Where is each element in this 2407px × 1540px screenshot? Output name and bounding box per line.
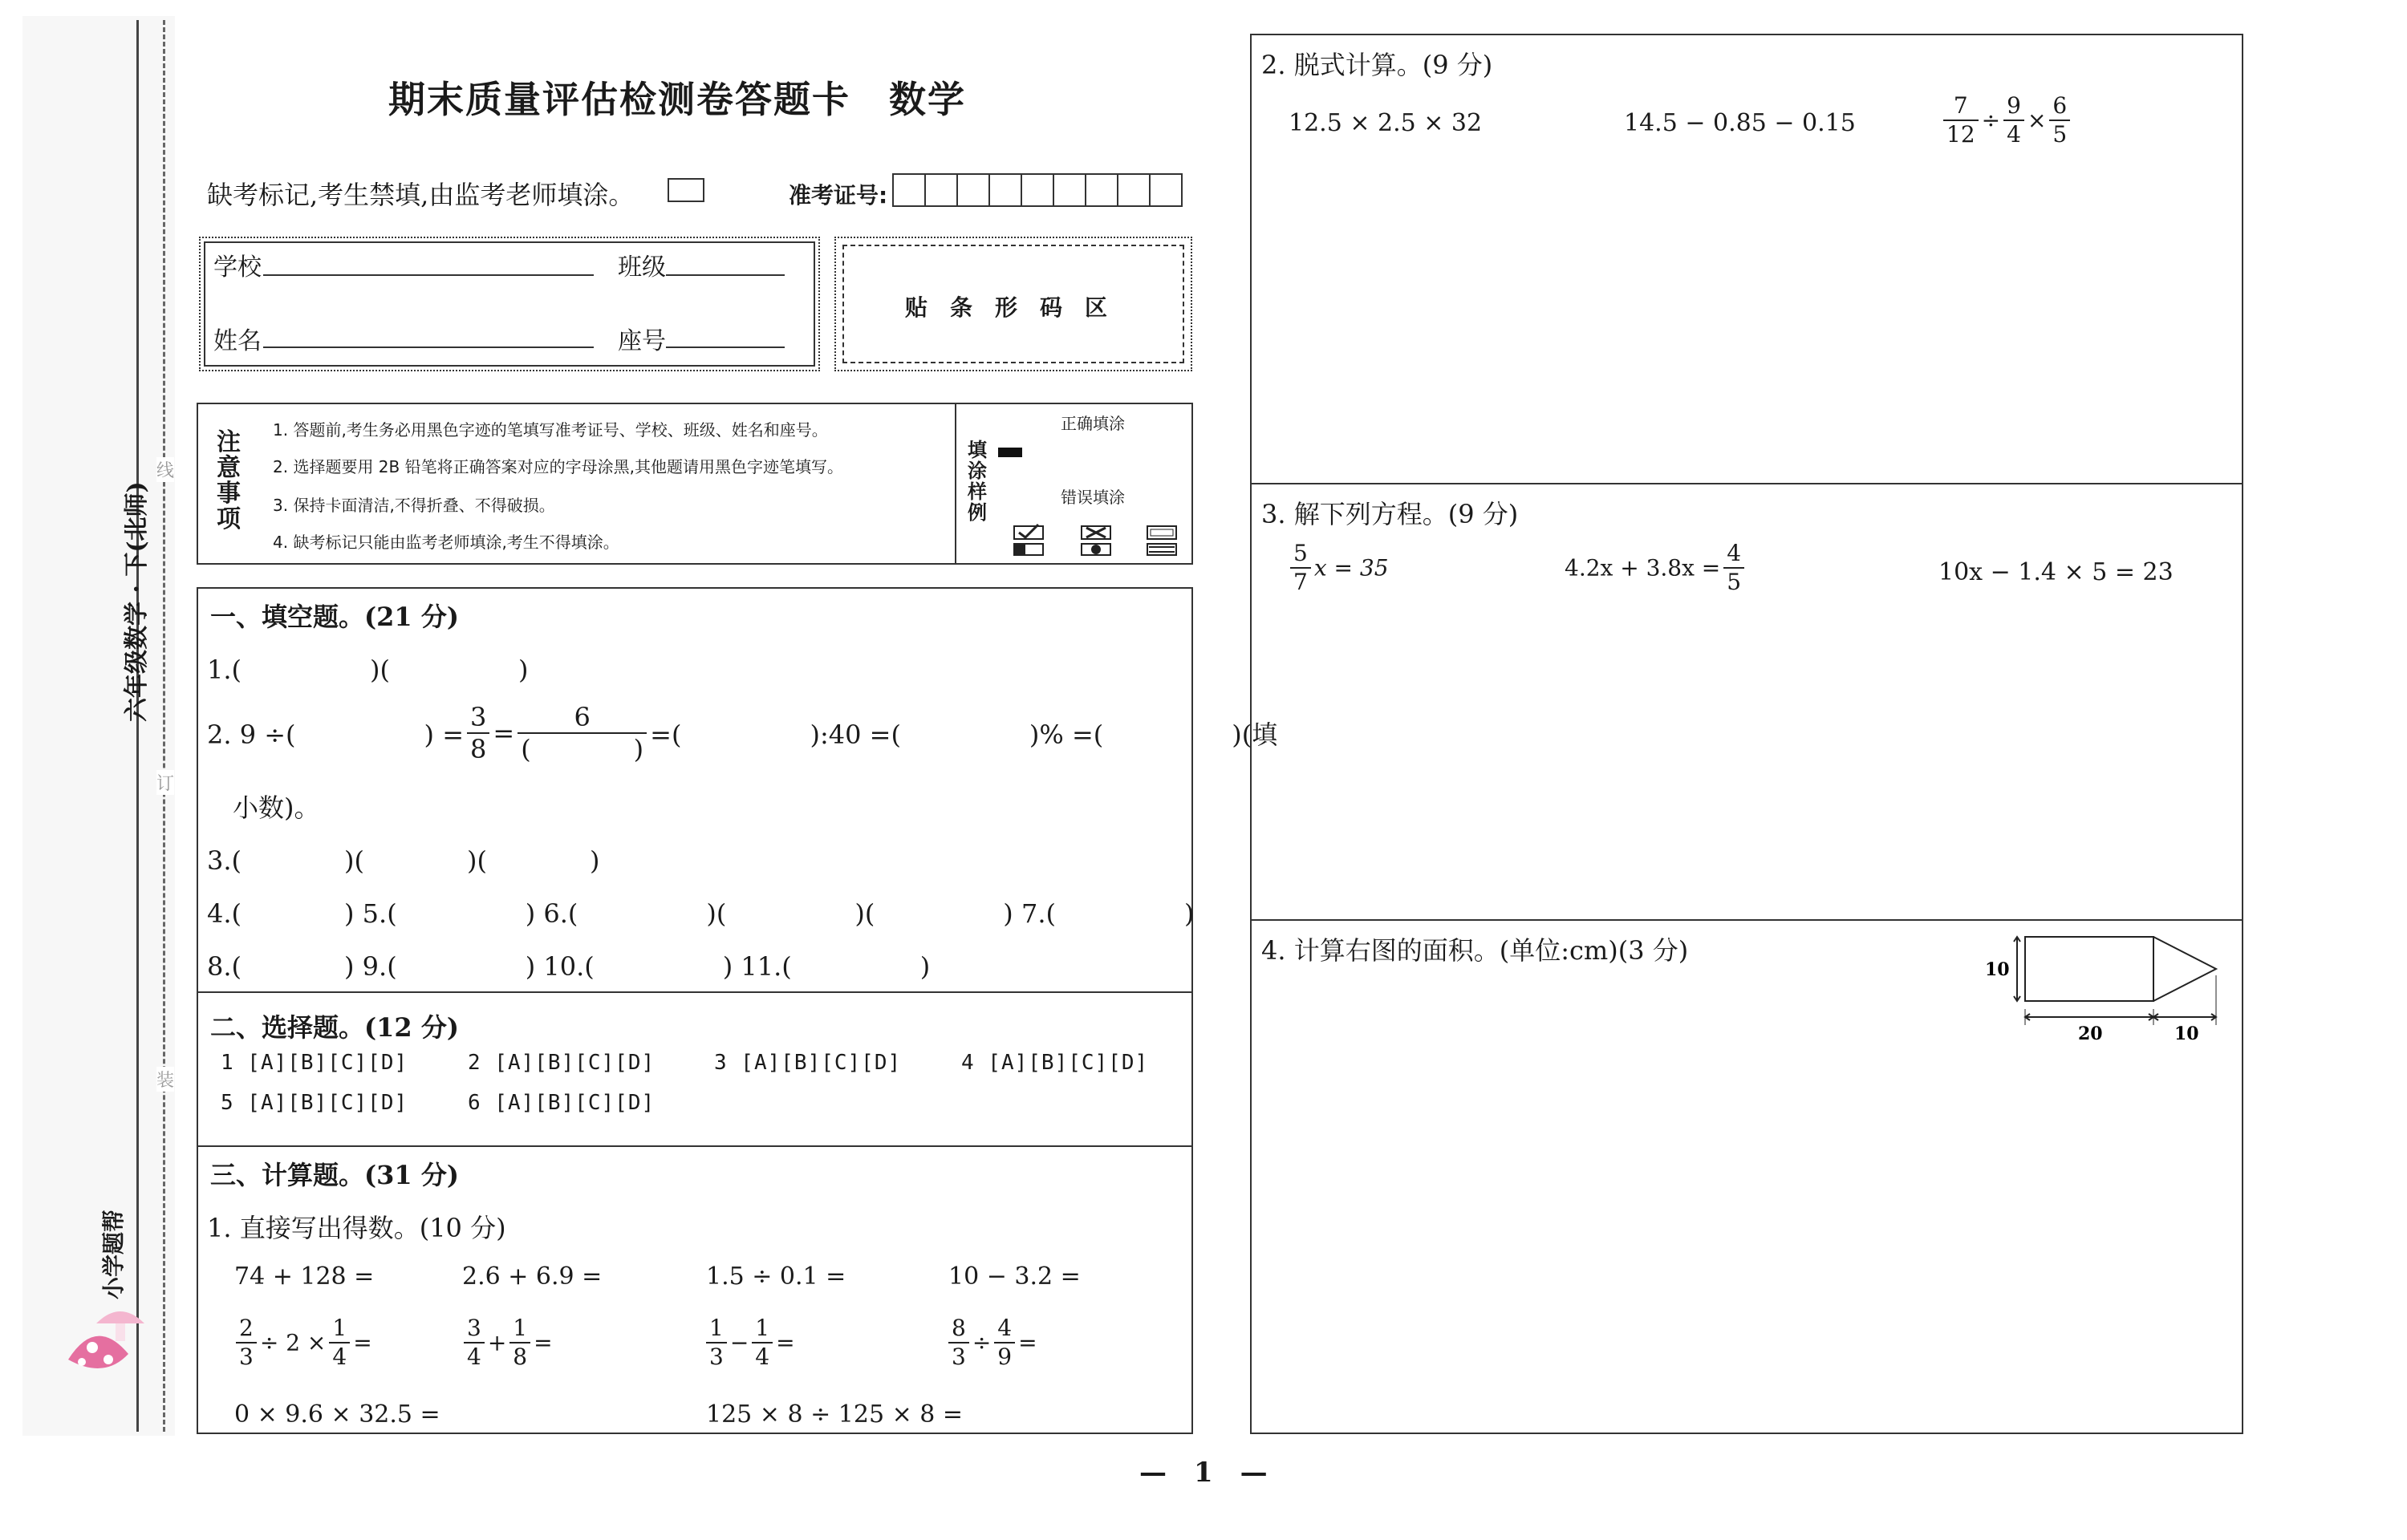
choice-q3[interactable]: 3 [A][B][C][D] (714, 1051, 902, 1075)
s1-q8-11[interactable]: 8.( ) 9.( ) 10.( ) 11.( ) (207, 951, 931, 982)
section-fill-blank (197, 587, 1193, 993)
mushroom-icon (64, 1291, 152, 1380)
r-q2-c[interactable]: $\frac{7}{12}$ ÷ $\frac{9}{4}$ × $\frac{6}{5}$ (1940, 95, 2073, 146)
ticket-number-boxes[interactable] (892, 173, 1183, 207)
r-q2-a[interactable]: 12.5 × 2.5 × 32 (1289, 109, 1483, 137)
grade-label: 六年级数学 · 下(北师) (123, 481, 151, 722)
calc-r1-a[interactable]: 74 + 128 = (234, 1262, 375, 1291)
s1-q4-7[interactable]: 4.( ) 5.( ) 6.( )( )( ) 7.( ) (207, 898, 1195, 929)
calc-r1-b[interactable]: 2.6 + 6.9 = (462, 1262, 603, 1291)
calc-r2-d[interactable]: $\frac{8}{3}$ ÷ $\frac{4}{9}$ = (945, 1317, 1037, 1368)
choice-q5[interactable]: 5 [A][B][C][D] (221, 1091, 408, 1115)
calc-r3-b[interactable]: 125 × 8 ÷ 125 × 8 = (706, 1400, 963, 1429)
s1-q2-tail: 小数)。 (233, 792, 320, 823)
correct-label: 正确填涂 (1061, 414, 1125, 433)
notice-item-3: 3. 保持卡面清洁,不得折叠、不得破损。 (273, 496, 555, 515)
r-q3-b[interactable]: 4.2x + 3.8x = $\frac{4}{5}$ (1565, 542, 1747, 594)
fig-width1-label: 20 (2078, 1023, 2103, 1043)
ticket-label: 准考证号: (789, 182, 888, 209)
absent-checkbox[interactable] (668, 178, 704, 202)
r-q4-title: 4. 计算右图的面积。(单位:cm)(3 分) (1261, 935, 1689, 966)
school-label: 学校 (213, 253, 262, 282)
choice-q4[interactable]: 4 [A][B][C][D] (961, 1051, 1149, 1075)
area-figure (1974, 930, 2222, 1043)
brand-label: 小学题帮 (100, 1209, 127, 1299)
class-field[interactable] (666, 274, 785, 276)
calc-r2-c[interactable]: $\frac{1}{3}$ − $\frac{1}{4}$ = (703, 1317, 795, 1368)
barcode-label: 贴 条 形 码 区 (905, 294, 1108, 321)
s3-sub: 1. 直接写出得数。(10 分) (207, 1213, 506, 1243)
seat-field[interactable] (666, 346, 785, 348)
name-label: 姓名 (213, 327, 262, 355)
r-q2-title: 2. 脱式计算。(9 分) (1261, 50, 1493, 80)
page-title: 期末质量评估检测卷答题卡 数学 (388, 78, 966, 121)
seat-label: 座号 (618, 327, 666, 355)
absent-note: 缺考标记,考生禁填,由监考老师填涂。 (207, 180, 635, 210)
right-q2-box (1250, 34, 2243, 484)
calc-r1-c[interactable]: 1.5 ÷ 0.1 = (706, 1262, 846, 1291)
choice-q6[interactable]: 6 [A][B][C][D] (468, 1091, 656, 1115)
bind-mark-pack: 装 (156, 1067, 174, 1092)
notice-item-2: 2. 选择题要用 2B 铅笔将正确答案对应的字母涂黑,其他题请用黑色字迹笔填写。 (273, 457, 843, 476)
r-q3-a[interactable]: $\frac{5}{7}$ x = 35 (1287, 542, 1389, 594)
r-q3-title: 3. 解下列方程。(9 分) (1261, 499, 1519, 529)
calc-r2-a[interactable]: $\frac{2}{3}$ ÷ 2 × $\frac{1}{4}$ = (233, 1317, 372, 1368)
bind-mark-line: 线 (156, 457, 174, 482)
notice-divider (955, 403, 956, 565)
s1-q2[interactable]: 2. 9 ÷( ) = $\frac{3}{8}$ = $\frac{6}{( )}$ =( ):40 =( )% =( )(填 (207, 702, 1278, 764)
calc-r1-d[interactable]: 10 − 3.2 = (948, 1262, 1081, 1291)
class-label: 班级 (618, 253, 666, 282)
calc-r2-b[interactable]: $\frac{3}{4}$ + $\frac{1}{8}$ = (461, 1317, 553, 1368)
s1-q3[interactable]: 3.( )( )( ) (207, 845, 600, 876)
wrong-label: 错误填涂 (1061, 488, 1125, 507)
s2-title: 二、选择题。(12 分) (210, 1012, 459, 1043)
r-q3-c[interactable]: 10x − 1.4 × 5 = 23 (1938, 558, 2174, 586)
bind-mark-staple: 订 (156, 770, 174, 795)
name-field[interactable] (263, 346, 594, 348)
r-q2-b[interactable]: 14.5 − 0.85 − 0.15 (1624, 109, 1856, 137)
cut-line (163, 20, 165, 1432)
choice-q2[interactable]: 2 [A][B][C][D] (468, 1051, 656, 1075)
calc-r3-a[interactable]: 0 × 9.6 × 32.5 = (234, 1400, 440, 1429)
s1-q1[interactable]: 1.( )( ) (207, 654, 529, 685)
notice-item-4: 4. 缺考标记只能由监考老师填涂,考生不得填涂。 (273, 533, 619, 552)
choice-q1[interactable]: 1 [A][B][C][D] (221, 1051, 408, 1075)
fig-height-label: 10 (1985, 959, 2010, 980)
s3-title: 三、计算题。(31 分) (210, 1160, 459, 1190)
correct-mark (998, 448, 1022, 457)
school-field[interactable] (263, 274, 594, 276)
fig-width2-label: 10 (2174, 1023, 2199, 1043)
notice-title: 注意事项 (217, 428, 241, 533)
sample-title: 填涂样例 (968, 438, 987, 524)
wrong-mark-samples (1013, 523, 1181, 561)
page-number: — 1 — (1139, 1457, 1268, 1489)
notice-item-1: 1. 答题前,考生务必用黑色字迹的笔填写准考证号、学校、班级、姓名和座号。 (273, 420, 828, 440)
s1-title: 一、填空题。(21 分) (210, 602, 459, 632)
binding-line (136, 20, 139, 1432)
